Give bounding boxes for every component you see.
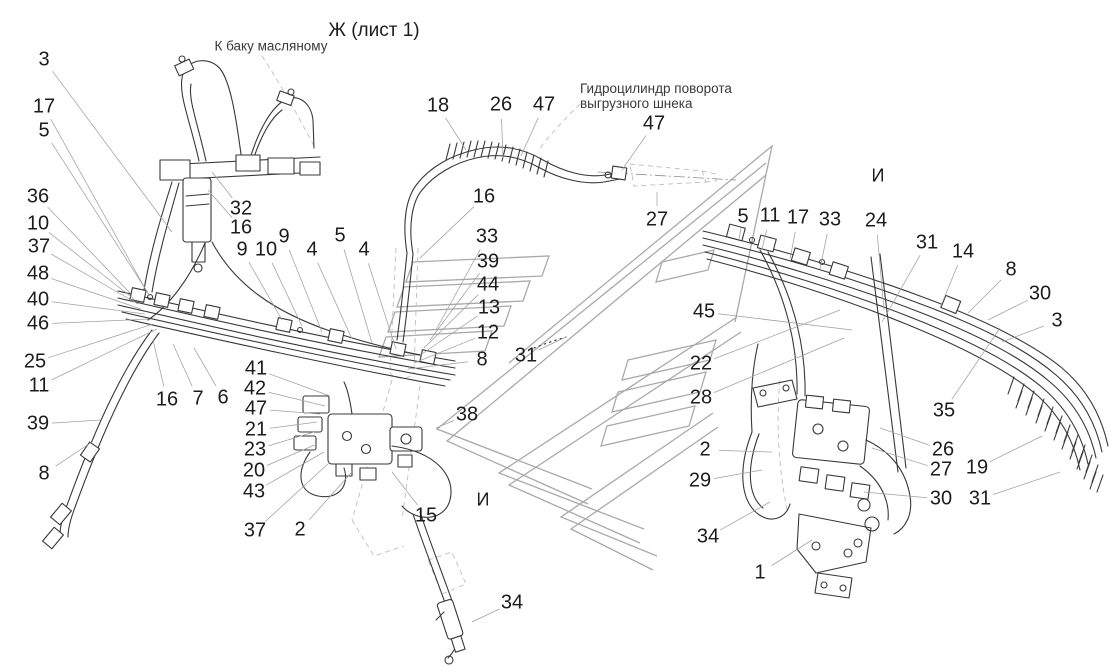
callout-number: 34: [696, 525, 720, 548]
callout-number: 6: [217, 386, 229, 409]
callout-number: 19: [965, 456, 989, 479]
callout-number: 37: [243, 519, 267, 542]
hydraulic-line-art: [43, 56, 1108, 664]
hydrocylinder-annotation-line2: выгрузного шнека: [580, 95, 693, 111]
callout-number: 23: [243, 438, 267, 461]
section-marker: И: [871, 165, 885, 186]
callout-number: 33: [818, 208, 842, 231]
callout-number: 9: [278, 225, 290, 248]
callout-number: 26: [931, 438, 955, 461]
callout-number: 3: [1051, 309, 1063, 332]
callout-number: 17: [786, 206, 810, 229]
callout-number: 5: [38, 119, 50, 142]
hydrocylinder-annotation-line1: Гидроцилиндр поворота: [580, 81, 732, 96]
callout-number: 14: [951, 240, 975, 263]
leader-lines: [48, 71, 1063, 622]
callout-number: 2: [294, 518, 306, 541]
callout-number: 38: [455, 403, 479, 426]
callout-number: 12: [476, 321, 500, 344]
callout-number: 8: [1005, 258, 1017, 281]
callout-number: 11: [28, 374, 50, 397]
callout-number: 16: [229, 216, 253, 239]
callout-number: 32: [229, 197, 253, 220]
callout-number: 39: [26, 412, 50, 435]
callout-number: 33: [475, 225, 499, 248]
callout-number: 8: [38, 462, 50, 485]
callout-number: 5: [334, 224, 346, 247]
callout-number: 35: [932, 399, 956, 422]
callout-number: 8: [476, 348, 488, 371]
oil-tank-annotation: К баку масляному: [214, 38, 328, 54]
callout-number: 27: [929, 458, 953, 481]
callout-number: 21: [244, 418, 268, 441]
callout-number: 37: [27, 235, 51, 258]
callout-number: 22: [689, 352, 713, 375]
callout-number: 5: [737, 205, 749, 228]
callout-number: 4: [358, 238, 370, 261]
callout-number: 43: [242, 480, 266, 503]
callout-number: 26: [489, 93, 513, 116]
callout-number: 3: [38, 48, 50, 71]
callout-number: 44: [476, 273, 500, 296]
callout-number: 29: [688, 469, 712, 492]
callout-number: 13: [477, 296, 501, 319]
callout-number: 17: [32, 95, 56, 118]
callout-number: 24: [864, 209, 888, 232]
callout-number: 40: [26, 288, 50, 311]
callout-number: 10: [26, 212, 50, 235]
callout-number: 2: [699, 438, 711, 461]
callout-number: 36: [26, 185, 50, 208]
callout-number: 47: [642, 112, 666, 135]
callout-number: 48: [26, 262, 50, 285]
callout-number: 4: [306, 238, 318, 261]
callout-number: 47: [244, 397, 268, 420]
hydrocylinder-annotation: [580, 82, 732, 111]
callout-number: 42: [243, 377, 267, 400]
callout-number: 7: [192, 387, 204, 410]
callout-number: 25: [23, 350, 47, 373]
callout-number: 39: [476, 250, 500, 273]
callout-number: 34: [500, 591, 524, 614]
callout-number: 16: [472, 185, 496, 208]
callout-number: 30: [1028, 282, 1052, 305]
callout-number: 31: [968, 487, 992, 510]
page-title: Ж (лист 1): [328, 20, 420, 41]
callout-number: 45: [692, 300, 716, 323]
callout-number: 15: [414, 504, 438, 527]
callout-number: 47: [532, 93, 556, 116]
callout-number: 18: [426, 94, 450, 117]
callout-number: 11: [759, 204, 781, 227]
callout-number: 1: [754, 561, 766, 584]
callout-number: 9: [236, 238, 248, 261]
callout-number: 28: [689, 386, 713, 409]
section-marker: И: [476, 489, 490, 510]
callout-number: 20: [242, 459, 266, 482]
callout-number: 16: [155, 388, 179, 411]
ghost-outlines: [262, 56, 788, 594]
callout-number: 46: [26, 312, 50, 335]
callout-number: 41: [244, 357, 268, 380]
callout-number: 31: [915, 231, 939, 254]
callout-number: 31: [514, 344, 538, 367]
callout-number: 10: [254, 238, 278, 261]
callout-number: 27: [645, 208, 669, 231]
callout-number: 30: [929, 487, 953, 510]
